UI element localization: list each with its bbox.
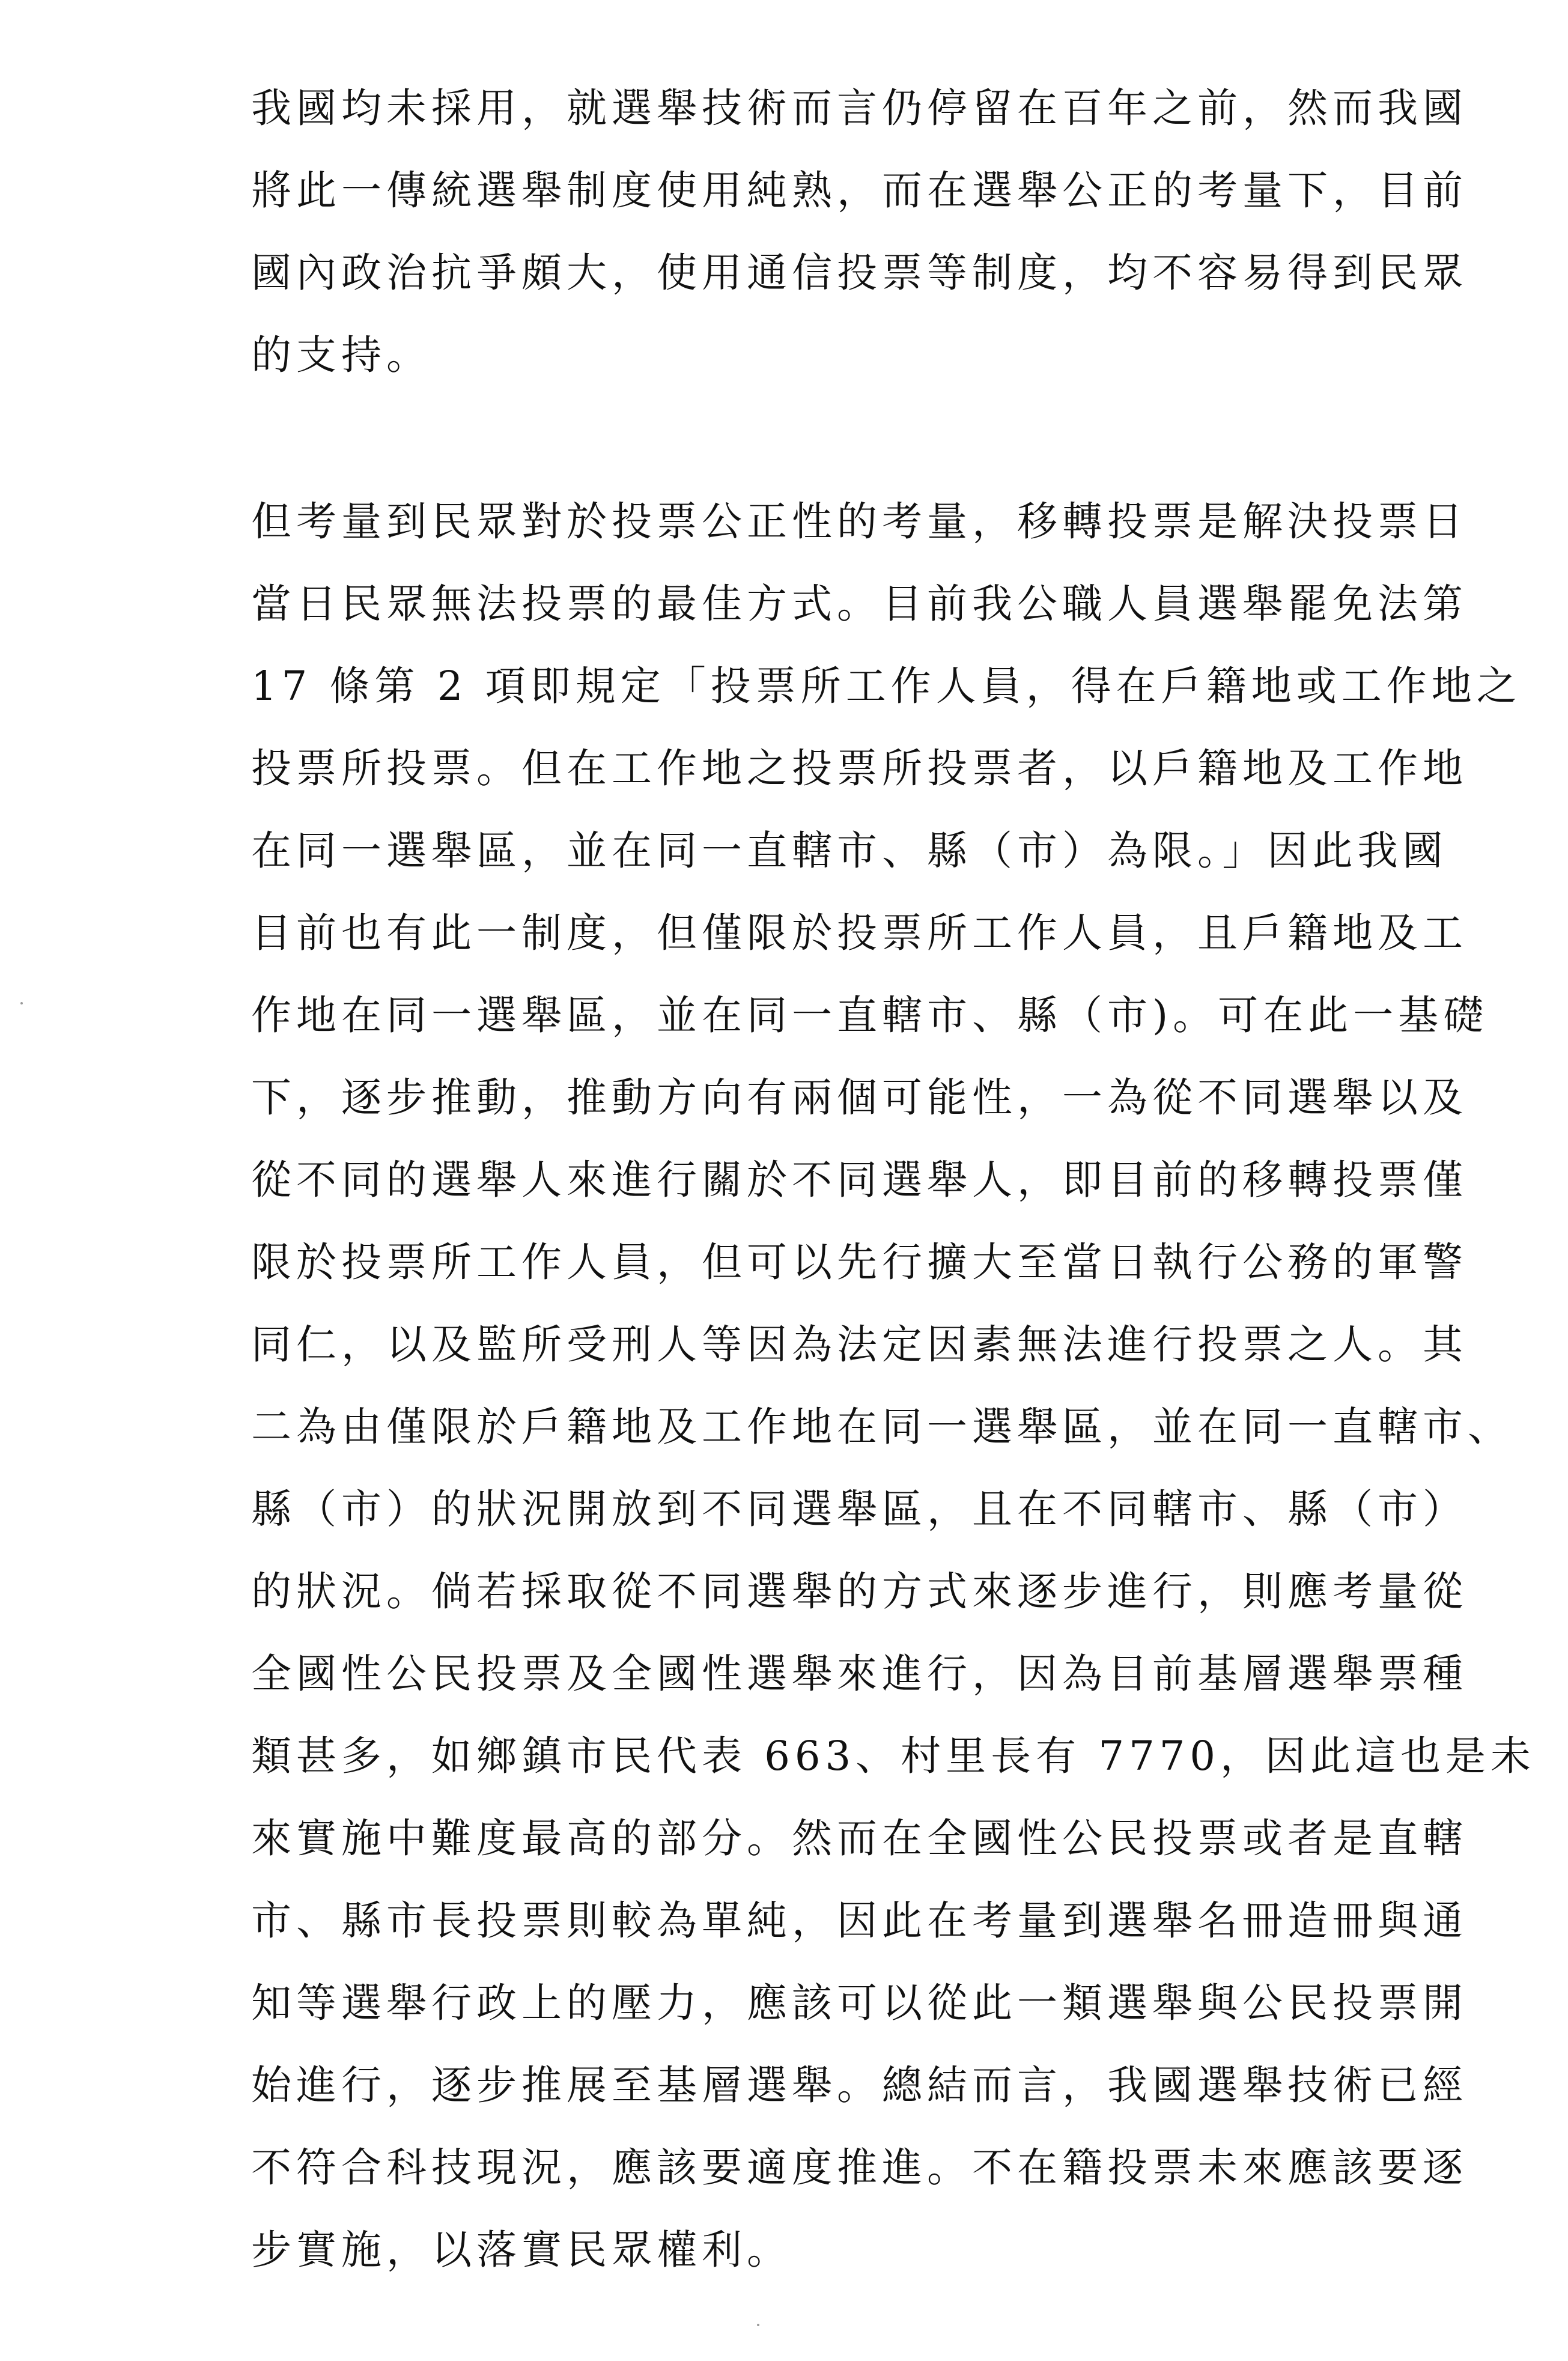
text-line: 步實施，以落實民眾權利。 [251, 2226, 792, 2273]
text-line: 目前也有此一制度，但僅限於投票所工作人員，且戶籍地及工 [251, 910, 1468, 956]
text-line: 知等選舉行政上的壓力，應該可以從此一類選舉與公民投票開 [251, 1980, 1468, 2026]
text-line: 不符合科技現況，應該要適度推進。不在籍投票未來應該要逐 [251, 2144, 1468, 2191]
paragraph-2 [251, 481, 1536, 2291]
text-line: 縣（市）的狀況開放到不同選舉區，且在不同轄市、縣（市） [251, 1486, 1468, 1533]
text-line: 將此一傳統選舉制度使用純熟，而在選舉公正的考量下，目前 [251, 167, 1468, 214]
text-line: 全國性公民投票及全國性選舉來進行，因為目前基層選舉票種 [251, 1650, 1468, 1697]
text-line: 17 條第 2 項即規定「投票所工作人員，得在戶籍地或工作地之 [251, 663, 1522, 710]
paragraph-1 [251, 67, 1468, 397]
text-line: 始進行，逐步推展至基層選舉。總結而言，我國選舉技術已經 [251, 2062, 1468, 2109]
scan-speck [20, 1002, 23, 1004]
text-line: 市、縣市長投票則較為單純，因此在考量到選舉名冊造冊與通 [251, 1897, 1468, 1944]
text-line: 當日民眾無法投票的最佳方式。目前我公職人員選舉罷免法第 [251, 580, 1468, 627]
text-line: 從不同的選舉人來進行關於不同選舉人，即目前的移轉投票僅 [251, 1156, 1468, 1203]
text-line: 的狀況。倘若採取從不同選舉的方式來逐步進行，則應考量從 [251, 1568, 1468, 1615]
text-line: 但考量到民眾對於投票公正性的考量，移轉投票是解決投票日 [251, 498, 1468, 545]
text-line: 二為由僅限於戶籍地及工作地在同一選舉區，並在同一直轄市、 [251, 1403, 1513, 1450]
text-line: 同仁，以及監所受刑人等因為法定因素無法進行投票之人。其 [251, 1321, 1468, 1368]
text-line: 我國均未採用，就選舉技術而言仍停留在百年之前，然而我國 [251, 85, 1468, 132]
text-line: 投票所投票。但在工作地之投票所投票者，以戶籍地及工作地 [251, 745, 1468, 792]
text-line: 限於投票所工作人員，但可以先行擴大至當日執行公務的軍警 [251, 1239, 1468, 1286]
text-line: 作地在同一選舉區，並在同一直轄市、縣（市)。可在此一基礎 [251, 992, 1489, 1039]
text-line: 來實施中難度最高的部分。然而在全國性公民投票或者是直轄 [251, 1815, 1468, 1862]
text-line: 在同一選舉區，並在同一直轄市、縣（市）為限。」因此我國 [251, 827, 1448, 874]
text-line: 的支持。 [251, 332, 431, 378]
text-line: 類甚多，如鄉鎮市民代表 663、村里長有 7770，因此這也是未 [251, 1733, 1536, 1779]
text-line: 下，逐步推動，推動方向有兩個可能性，一為從不同選舉以及 [251, 1074, 1468, 1121]
text-line: 國內政治抗爭頗大，使用通信投票等制度，均不容易得到民眾 [251, 249, 1468, 296]
scan-speck [757, 2324, 759, 2326]
